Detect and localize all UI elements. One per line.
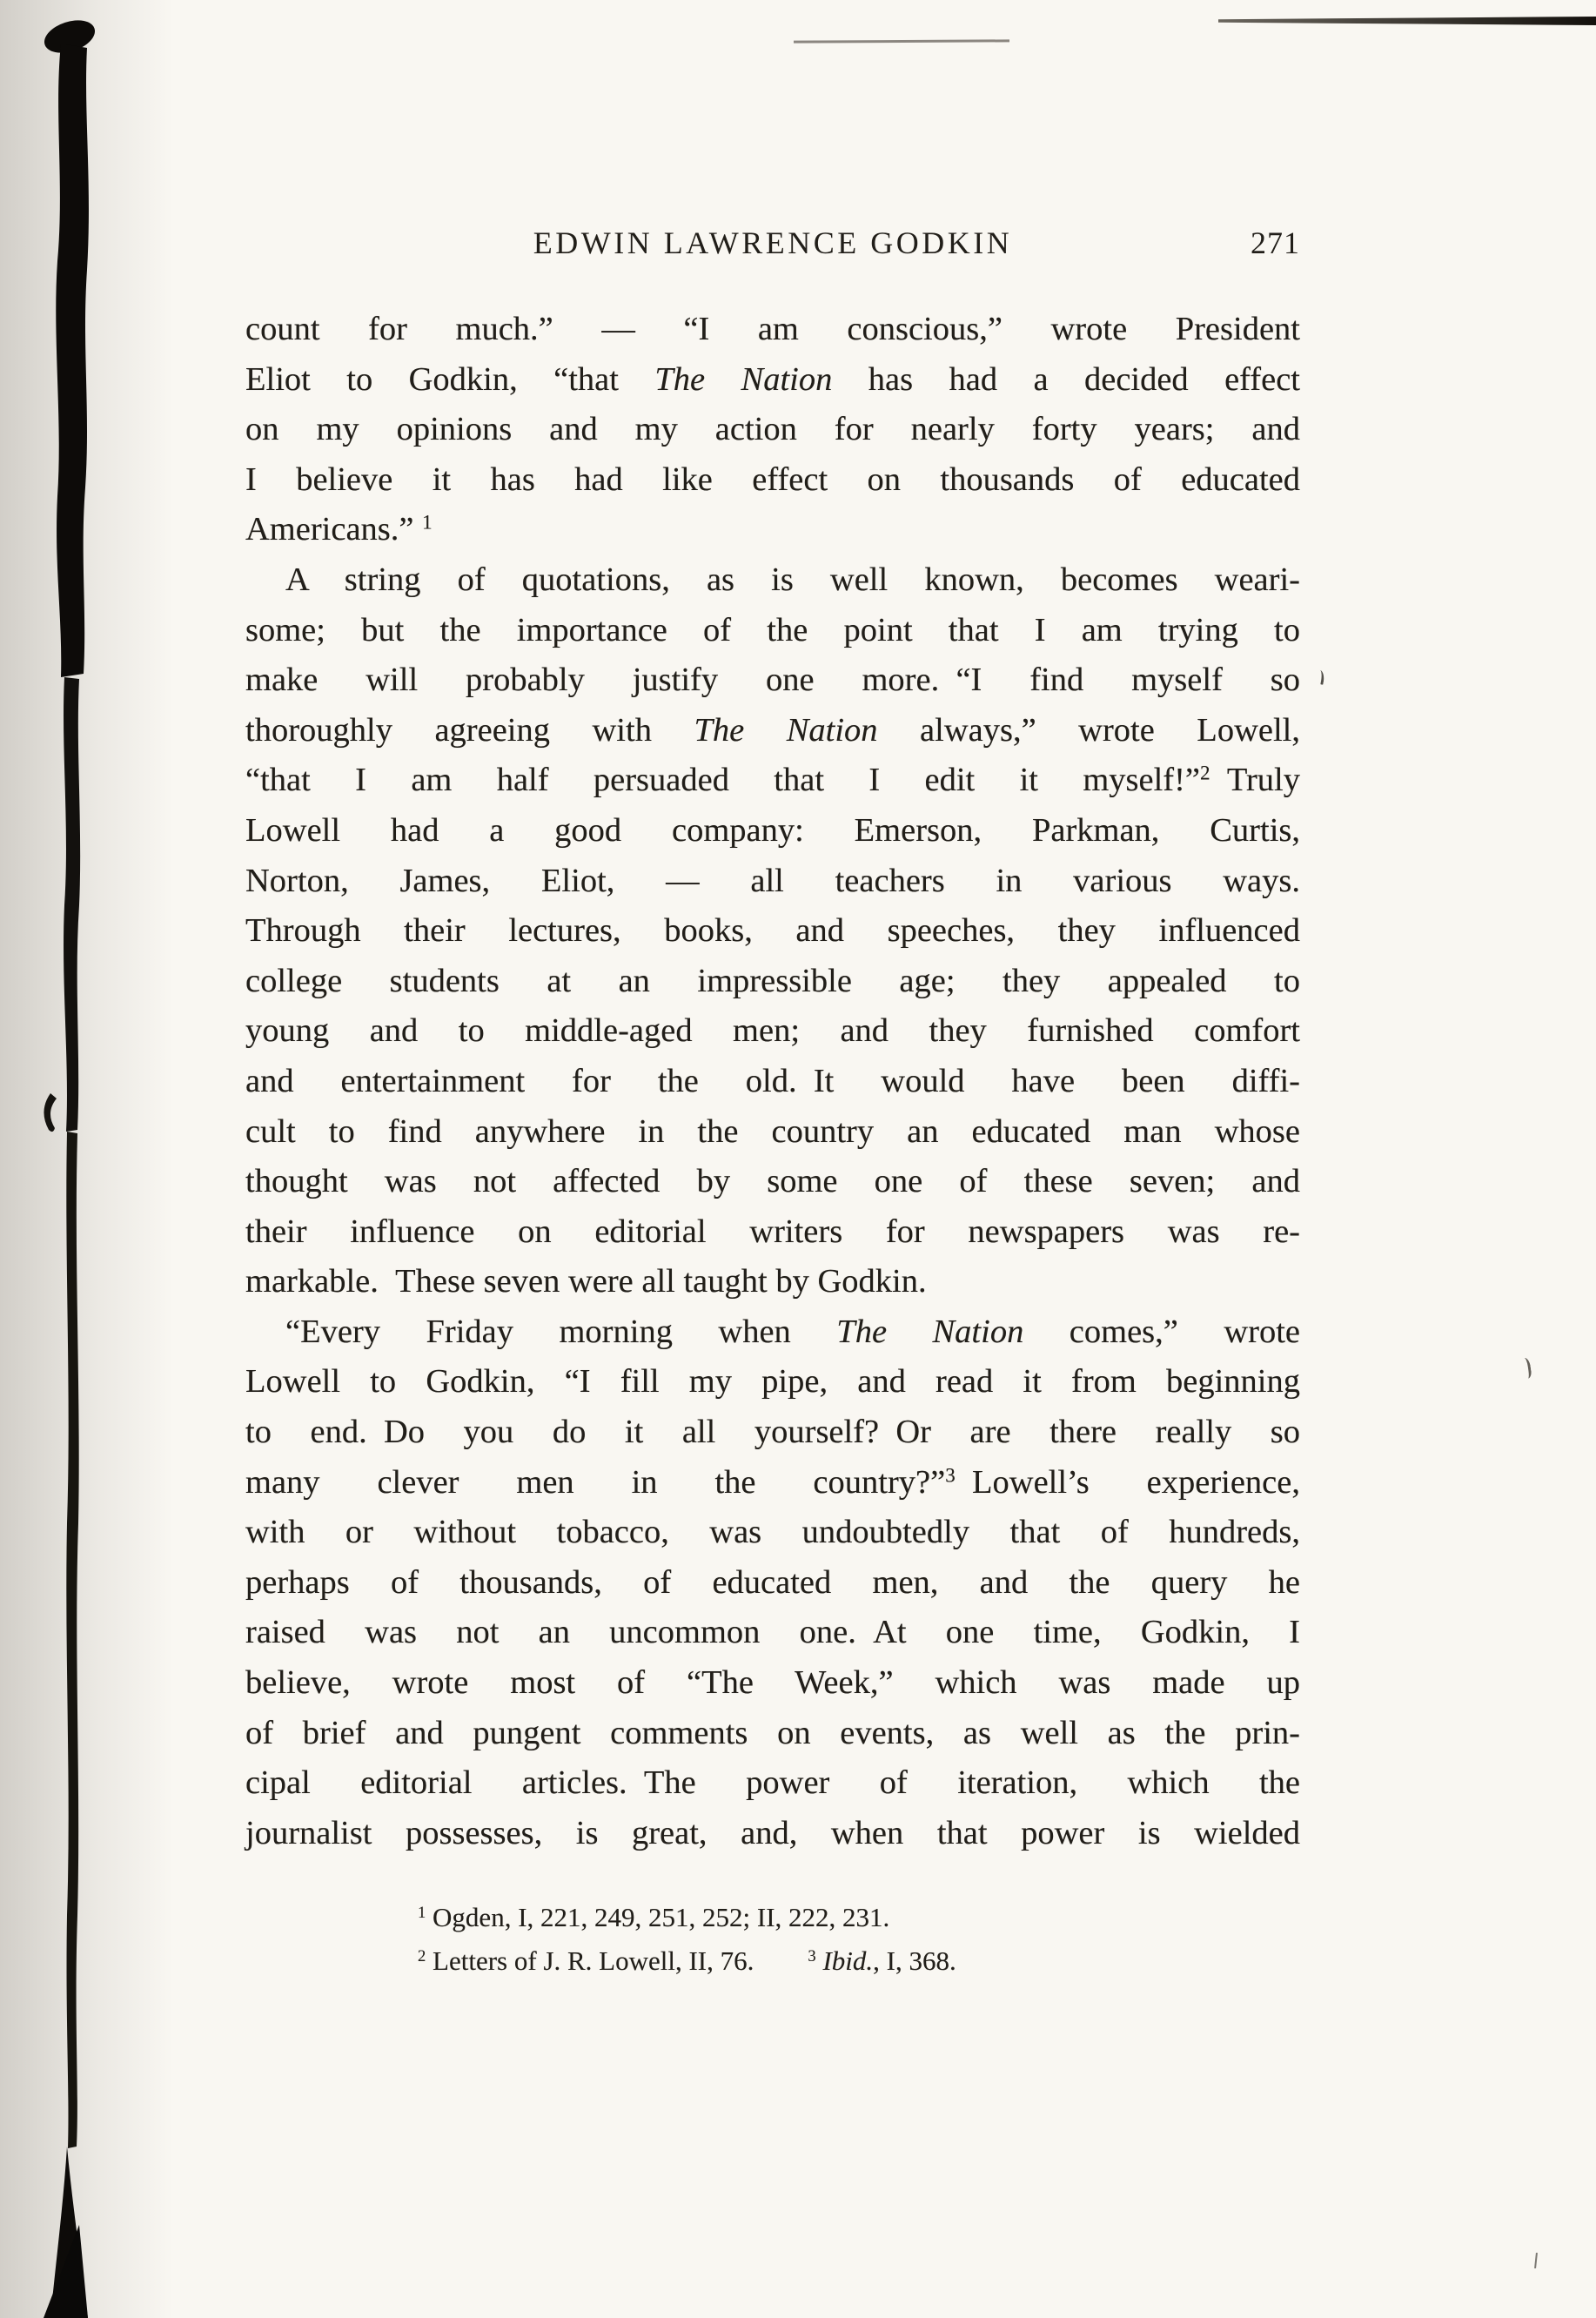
text-segment: raised was not an uncommon one. At one time, Godkin, I bbox=[245, 1614, 1300, 1651]
text-line bbox=[245, 305, 1300, 355]
text-segment: college students at an impressible age; they appealed to bbox=[245, 962, 1300, 999]
text-segment: some; but the importance of the point that I am trying to bbox=[245, 611, 1300, 648]
text-segment: The Nation bbox=[694, 711, 878, 749]
text-line bbox=[245, 655, 1300, 706]
text-line bbox=[245, 1709, 1300, 1759]
text-line bbox=[245, 1458, 1300, 1508]
footnotes bbox=[245, 1896, 1300, 1983]
footnote-marker: 3 bbox=[945, 1462, 956, 1486]
footnote-marker: 1 bbox=[418, 1903, 426, 1922]
text-segment: has had a decided effect bbox=[832, 360, 1300, 398]
text-segment: young and to middle-aged men; and they furnished comfort bbox=[245, 1012, 1300, 1050]
text-segment: Americans.” bbox=[245, 511, 423, 548]
text-segment: Ibid. bbox=[822, 1945, 874, 1976]
text-segment: thought was not affected by some one of these seven; and bbox=[245, 1163, 1300, 1200]
text-segment: Letters of J. R. Lowell, II, 76. bbox=[426, 1945, 754, 1976]
text-segment: Lowell’s experience, bbox=[955, 1463, 1300, 1501]
footnote-marker: 1 bbox=[422, 510, 433, 534]
text-segment: of brief and pungent comments on events, as well as the prin- bbox=[245, 1714, 1300, 1751]
text-line bbox=[245, 606, 1300, 656]
text-line bbox=[245, 857, 1300, 907]
text-segment: many clever men in the country?” bbox=[245, 1463, 946, 1501]
text-segment: A string of quotations, as is well known, becomes weari- bbox=[285, 561, 1300, 598]
text-segment: their influence on editorial writers for newspapers was re- bbox=[245, 1213, 1300, 1250]
text-segment bbox=[754, 1945, 808, 1976]
text-segment: count for much.” — “I am conscious,” wrote President bbox=[245, 311, 1300, 347]
binding-hook-mark bbox=[44, 1093, 57, 1132]
text-line bbox=[245, 1558, 1300, 1609]
text-segment: “that I am half persuaded that I edit it myself!” bbox=[245, 762, 1201, 799]
text-line bbox=[245, 706, 1300, 756]
text-segment: perhaps of thousands, of educated men, and the query he bbox=[245, 1563, 1300, 1601]
text-line bbox=[245, 1408, 1300, 1458]
text-line bbox=[245, 1658, 1300, 1709]
text-line bbox=[245, 405, 1300, 455]
text-segment: to end. Do you do it all yourself? Or are there really so bbox=[245, 1414, 1300, 1451]
text-line bbox=[245, 1307, 1300, 1358]
binding-line-lower bbox=[66, 1132, 78, 2148]
text-segment: with or without tobacco, was undoubtedly that of hundreds, bbox=[245, 1514, 1300, 1551]
text-line bbox=[245, 756, 1300, 806]
text-segment: , I, 368. bbox=[873, 1945, 956, 1976]
text-segment: The Nation bbox=[836, 1313, 1024, 1350]
page-header bbox=[245, 225, 1300, 268]
scan-rule-top-center bbox=[794, 39, 1009, 43]
text-segment: I believe it has had like effect on thousands of educated bbox=[245, 460, 1300, 498]
ink-artifact bbox=[1314, 669, 1325, 685]
text-segment: comes,” wrote bbox=[1023, 1313, 1300, 1350]
text-line bbox=[245, 1157, 1300, 1207]
text-line bbox=[245, 555, 1300, 606]
text-segment: The Nation bbox=[654, 360, 833, 398]
text-segment: Lowell had a good company: Emerson, Parkman, Curtis, bbox=[245, 811, 1300, 849]
text-line bbox=[245, 1057, 1300, 1107]
binding-band-upper bbox=[56, 44, 89, 677]
text-segment: cult to find anywhere in the country an educated man whose bbox=[245, 1112, 1300, 1150]
text-segment: Truly bbox=[1210, 762, 1300, 799]
text-segment: believe, wrote most of “The Week,” which was made up bbox=[245, 1664, 1300, 1702]
text-segment: cipal editorial articles. The power of iteration, which the bbox=[245, 1764, 1300, 1802]
text-segment: make will probably justify one more. “I find myself so bbox=[245, 662, 1300, 699]
ink-artifact bbox=[1518, 1357, 1532, 1380]
footnote-line bbox=[245, 1896, 1300, 1939]
text-block bbox=[245, 305, 1300, 1858]
text-segment: Eliot to Godkin, “that bbox=[245, 360, 655, 398]
text-line bbox=[245, 455, 1300, 506]
text-segment: Ogden, I, 221, 249, 251, 252; II, 222, 231. bbox=[426, 1902, 890, 1932]
text-line bbox=[245, 957, 1300, 1007]
binding-ink bbox=[0, 0, 131, 2318]
text-segment: Lowell to Godkin, “I fill my pipe, and read it from beginning bbox=[245, 1363, 1300, 1401]
text-line bbox=[245, 1207, 1300, 1258]
text-segment: and entertainment for the old. It would have been diffi- bbox=[245, 1062, 1300, 1099]
footnote-line bbox=[245, 1939, 1300, 1983]
footnote-marker: 3 bbox=[808, 1946, 816, 1965]
text-segment: markable. These seven were all taught by Godkin. bbox=[245, 1263, 927, 1300]
text-line bbox=[245, 1107, 1300, 1158]
footnote-marker: 2 bbox=[1200, 761, 1210, 784]
scan-rule-top-right bbox=[1218, 17, 1596, 25]
text-line bbox=[245, 806, 1300, 857]
ink-artifact bbox=[1534, 2253, 1538, 2268]
page-number: 271 bbox=[1251, 225, 1300, 260]
text-segment: “Every Friday morning when bbox=[285, 1313, 837, 1350]
text-segment: Norton, James, Eliot, — all teachers in various ways. bbox=[245, 862, 1300, 899]
text-line bbox=[245, 1758, 1300, 1809]
text-line bbox=[245, 1809, 1300, 1859]
text-line bbox=[245, 1257, 1300, 1307]
text-segment: journalist possesses, is great, and, when that power is wielded bbox=[245, 1814, 1300, 1851]
text-segment: always,” wrote Lowell, bbox=[877, 711, 1300, 749]
text-line bbox=[245, 1357, 1300, 1408]
text-segment: thoroughly agreeing with bbox=[245, 711, 694, 749]
text-line bbox=[245, 505, 1300, 555]
text-segment: Through their lectures, books, and speeches, they influenced bbox=[245, 912, 1300, 950]
text-line bbox=[245, 1608, 1300, 1658]
text-line bbox=[245, 1006, 1300, 1057]
running-head: EDWIN LAWRENCE GODKIN bbox=[533, 225, 1013, 260]
text-line bbox=[245, 1508, 1300, 1558]
text-segment: on my opinions and my action for nearly forty years; and bbox=[245, 411, 1300, 448]
text-line bbox=[245, 355, 1300, 406]
text-line bbox=[245, 906, 1300, 957]
binding-band-middle bbox=[64, 677, 80, 1132]
footnote-marker: 2 bbox=[418, 1946, 426, 1965]
